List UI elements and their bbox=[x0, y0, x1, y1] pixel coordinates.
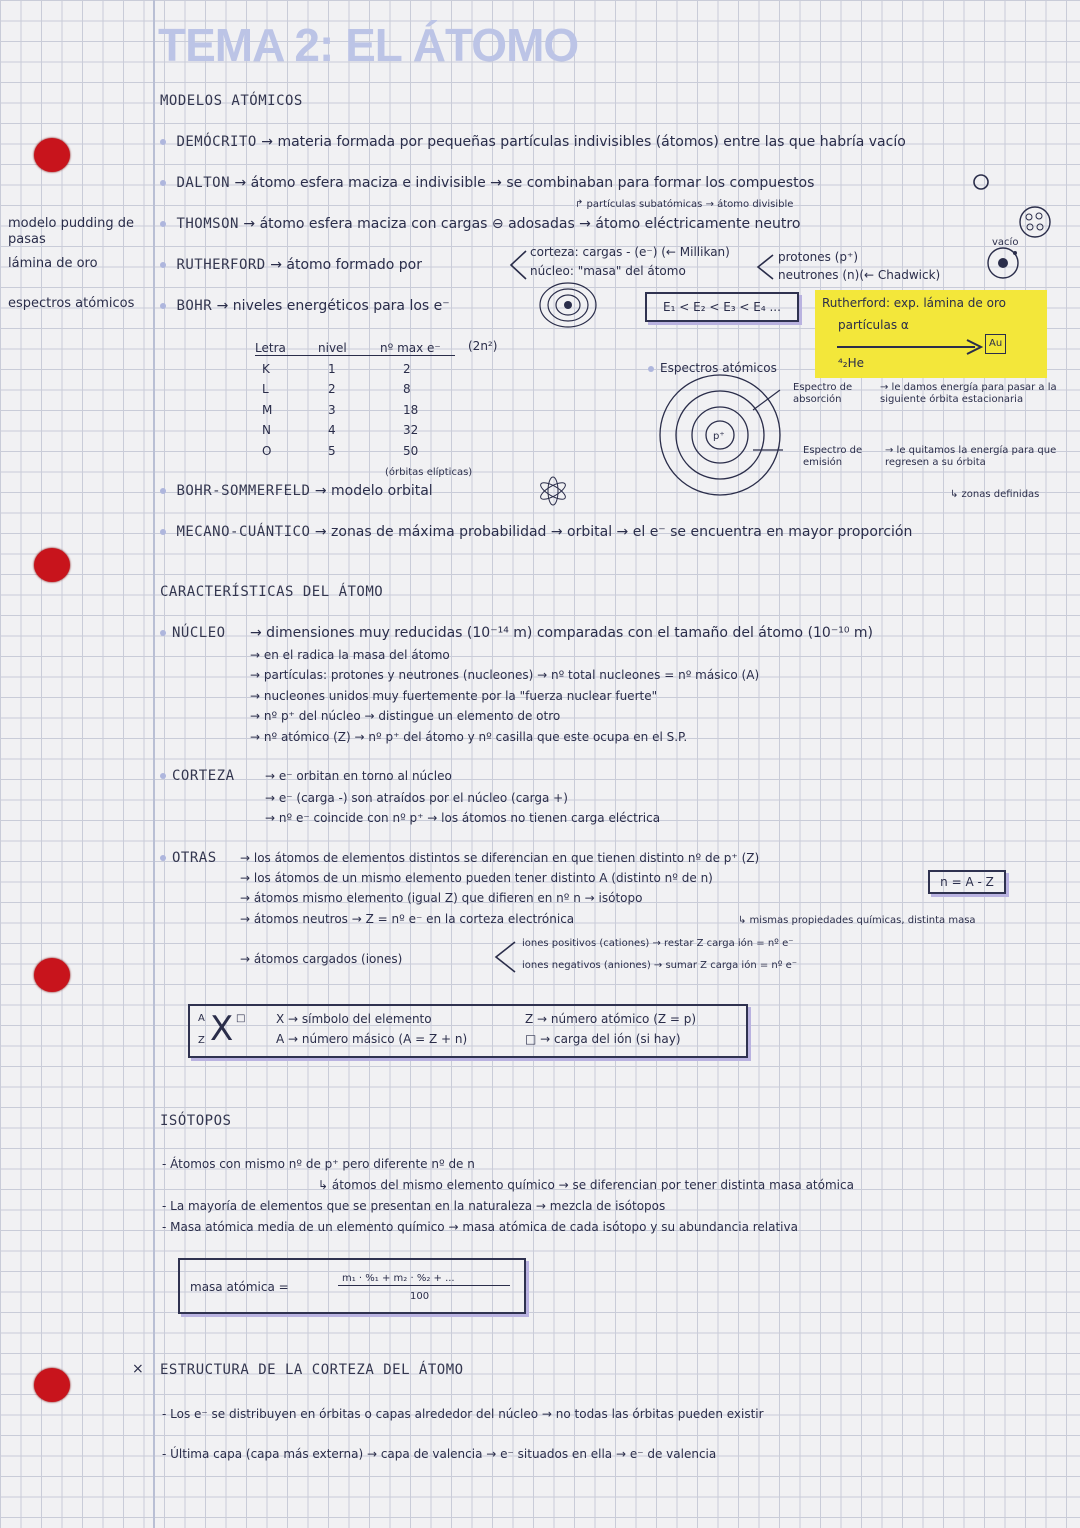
table-rule bbox=[255, 355, 455, 356]
corteza-line: → e⁻ orbitan en torno al núcleo bbox=[265, 769, 452, 783]
orbit-nucleus: p⁺ bbox=[713, 431, 725, 442]
bohr-row bbox=[160, 297, 450, 315]
isotopos-line: - La mayoría de elementos que se presentan en la naturaleza → mezcla de isótopos bbox=[162, 1199, 666, 1213]
brace-icon bbox=[755, 253, 775, 281]
rutherford-text: → átomo formado por bbox=[270, 257, 423, 273]
table-cell: L bbox=[262, 382, 269, 396]
rutherford-neutrones: neutrones (n)(← Chadwick) bbox=[778, 268, 941, 282]
mecano-name: MECANO-CUÁNTICO bbox=[176, 524, 311, 540]
rutherford-vacio: vacío bbox=[992, 237, 1019, 248]
cationes: iones positivos (cationes) → restar Z carga ión = nº e⁻ bbox=[522, 938, 794, 949]
table-cell: 50 bbox=[403, 444, 419, 458]
table-cell: 4 bbox=[328, 423, 336, 437]
notation-x-def: X → símbolo del elemento bbox=[276, 1012, 432, 1026]
democrito-row bbox=[160, 133, 906, 151]
binder-hole bbox=[34, 1368, 70, 1402]
table-cell: 2 bbox=[328, 382, 336, 396]
fraction-bar bbox=[338, 1285, 510, 1286]
thomson-text: → átomo esfera maciza con cargas ⊖ adosadas → átomo eléctricamente neutro bbox=[243, 216, 801, 232]
rutherford-protones: protones (p⁺) bbox=[778, 250, 859, 264]
isotopos-line: - Átomos con mismo nº de p⁺ pero diferente nº de n bbox=[162, 1157, 475, 1171]
rutherford-nucleo: núcleo: "masa" del átomo bbox=[530, 264, 686, 278]
table-note: (órbitas elípticas) bbox=[385, 467, 473, 478]
table-cell: 3 bbox=[328, 403, 336, 417]
table-cell: 18 bbox=[403, 403, 419, 417]
nucleo-line: → nº atómico (Z) → nº p⁺ del átomo y nº casilla que este ocupa en el S.P. bbox=[250, 730, 688, 744]
nucleo-line: → en el radica la masa del átomo bbox=[250, 648, 450, 662]
table-cell: 1 bbox=[328, 362, 336, 376]
notation-a: A bbox=[198, 1013, 205, 1024]
democrito-name: DEMÓCRITO bbox=[176, 134, 257, 150]
rutherford-row bbox=[160, 256, 422, 274]
notation-symbol: X bbox=[210, 1009, 234, 1049]
bohr-atom-icon bbox=[538, 280, 602, 330]
notation-c-def: □ → carga del ión (si hay) bbox=[525, 1032, 681, 1046]
table-cell: 5 bbox=[328, 444, 336, 458]
mecano-row bbox=[160, 523, 912, 541]
brace-icon bbox=[493, 940, 517, 974]
table-cell: 8 bbox=[403, 382, 411, 396]
dalton-text: → átomo esfera maciza e indivisible → se combinaban para formar los compuestos bbox=[234, 175, 815, 191]
pudding-atom-icon bbox=[1018, 205, 1052, 239]
zonas-text: ↳ zonas definidas bbox=[950, 489, 1040, 500]
margin-line bbox=[153, 0, 155, 1528]
binder-hole bbox=[34, 138, 70, 172]
neutron-formula-box bbox=[928, 870, 1006, 894]
table-formula: (2n²) bbox=[468, 339, 498, 353]
em-label: Espectro de emisión bbox=[803, 445, 863, 468]
margin-note-pudding: modelo pudding de pasas bbox=[8, 216, 135, 247]
table-header-letra: Letra bbox=[255, 341, 286, 355]
energy-levels-box bbox=[645, 292, 799, 322]
em-text: → le quitamos la energía para que regresen a su órbita bbox=[885, 445, 1057, 468]
dalton-sphere-icon bbox=[972, 173, 990, 191]
nucleo-name: NÚCLEO bbox=[160, 624, 226, 642]
notation-z-def: Z → número atómico (Z = p) bbox=[525, 1012, 697, 1026]
otras-mismas: ↳ mismas propiedades químicas, distinta masa bbox=[738, 915, 976, 926]
bohr-name: BOHR bbox=[176, 298, 213, 314]
estructura-line: - Los e⁻ se distribuyen en órbitas o capas alrededor del núcleo → no todas las órbitas pueden existir bbox=[162, 1407, 764, 1421]
section-heading-estructura: ESTRUCTURA DE LA CORTEZA DEL ÁTOMO bbox=[160, 1362, 464, 1378]
binder-hole bbox=[34, 548, 70, 582]
experiment-title: Rutherford: exp. lámina de oro bbox=[822, 296, 1006, 310]
table-cell: 2 bbox=[403, 362, 411, 376]
binder-hole bbox=[34, 958, 70, 992]
democrito-text: → materia formada por pequeñas partículas indivisibles (átomos) entre las que habría vacío bbox=[261, 134, 906, 150]
notation-z: Z bbox=[198, 1035, 205, 1046]
isotopos-line: ↳ átomos del mismo elemento químico → se diferencian por tener distinta masa atómica bbox=[318, 1178, 854, 1192]
experiment-particles: partículas α bbox=[838, 318, 909, 332]
corteza-line: → nº e⁻ coincide con nº p⁺ → los átomos no tienen carga eléctrica bbox=[265, 811, 661, 825]
dalton-name: DALTON bbox=[176, 175, 231, 191]
table-header-max: nº max e⁻ bbox=[380, 341, 441, 355]
bohr-sommerfeld-text: → modelo orbital bbox=[314, 483, 433, 499]
bohr-text: → niveles energéticos para los e⁻ bbox=[216, 298, 450, 314]
orbital-atom-icon bbox=[537, 475, 569, 507]
bohr-sommerfeld-row bbox=[160, 482, 433, 500]
otras-line: → los átomos de un mismo elemento pueden tener distinto A (distinto nº de n) bbox=[240, 871, 713, 885]
bohr-sommerfeld-name: BOHR-SOMMERFELD bbox=[176, 483, 311, 499]
section-heading-caracteristicas: CARACTERÍSTICAS DEL ÁTOMO bbox=[160, 584, 384, 600]
estructura-mark: × bbox=[132, 1361, 144, 1377]
section-heading-modelos: MODELOS ATÓMICOS bbox=[160, 93, 303, 109]
abs-label: Espectro de absorción bbox=[793, 382, 853, 405]
nucleo-line: → nº p⁺ del núcleo → distingue un elemento de otro bbox=[250, 709, 561, 723]
otras-line: → átomos neutros → Z = nº e⁻ en la corteza electrónica bbox=[240, 912, 575, 926]
mass-formula-den: 100 bbox=[410, 1291, 430, 1302]
otras-line: → átomos mismo elemento (igual Z) que difieren en nº n → isótopo bbox=[240, 891, 643, 905]
rutherford-name: RUTHERFORD bbox=[176, 257, 266, 273]
table-cell: O bbox=[262, 444, 272, 458]
espectros-label: Espectros atómicos bbox=[648, 359, 777, 377]
mass-formula-num: m₁ · %₁ + m₂ · %₂ + ... bbox=[342, 1273, 455, 1284]
mass-formula-left: masa atómica = bbox=[190, 1280, 289, 1294]
rutherford-corteza: corteza: cargas - (e⁻) (← Millikan) bbox=[530, 245, 730, 259]
abs-text: → le damos energía para pasar a la siguiente órbita estacionaria bbox=[880, 382, 1057, 405]
isotopos-line: - Masa atómica media de un elemento químico → masa atómica de cada isótopo y su abundancia relativa bbox=[162, 1220, 798, 1234]
table-cell: N bbox=[262, 423, 271, 437]
gold-foil-icon: Au bbox=[985, 334, 1006, 354]
page-title: TEMA 2: EL ÁTOMO bbox=[158, 19, 579, 71]
energy-levels: E₁ < E₂ < E₃ < E₄ ... bbox=[663, 300, 781, 314]
notation-a-def: A → número másico (A = Z + n) bbox=[276, 1032, 468, 1046]
table-cell: 32 bbox=[403, 423, 419, 437]
corteza-name: CORTEZA bbox=[160, 767, 235, 785]
aniones: iones negativos (aniones) → sumar Z carga ión = nº e⁻ bbox=[522, 960, 798, 971]
table-header-nivel: nivel bbox=[318, 341, 347, 355]
otras-line: → los átomos de elementos distintos se diferencian en que tienen distinto nº de p⁺ (Z) bbox=[240, 851, 760, 865]
estructura-line: - Última capa (capa más externa) → capa de valencia → e⁻ situados en ella → e⁻ de valencia bbox=[162, 1447, 717, 1461]
notation-charge: □ bbox=[236, 1013, 246, 1024]
brace-icon bbox=[508, 249, 528, 281]
table-cell: M bbox=[262, 403, 273, 417]
thomson-row bbox=[160, 215, 800, 233]
experiment-he: ⁴₂He bbox=[838, 356, 865, 370]
corteza-line: → e⁻ (carga -) son atraídos por el núcleo (carga +) bbox=[265, 791, 568, 805]
nucleo-line: → dimensiones muy reducidas (10⁻¹⁴ m) comparadas con el tamaño del átomo (10⁻¹⁰ m) bbox=[250, 625, 874, 641]
dalton-note: ↱ partículas subatómicas → átomo divisible bbox=[575, 199, 794, 210]
margin-note-gold: lámina de oro bbox=[8, 256, 98, 271]
nucleo-line: → partículas: protones y neutrones (nucleones) → nº total nucleones = nº másico (A) bbox=[250, 668, 760, 682]
neutron-formula: n = A - Z bbox=[940, 875, 994, 889]
dalton-row bbox=[160, 174, 814, 192]
section-heading-isotopos: ISÓTOPOS bbox=[160, 1113, 232, 1129]
margin-note-spectra: espectros atómicos bbox=[8, 296, 135, 311]
table-cell: K bbox=[262, 362, 270, 376]
nucleo-line: → nucleones unidos muy fuertemente por la "fuerza nuclear fuerte" bbox=[250, 689, 658, 703]
rutherford-atom-icon bbox=[985, 245, 1021, 281]
otras-iones: → átomos cargados (iones) bbox=[240, 952, 403, 966]
mecano-text: → zonas de máxima probabilidad → orbital → el e⁻ se encuentra en mayor proporción bbox=[314, 524, 913, 540]
thomson-name: THOMSON bbox=[176, 216, 239, 232]
otras-name: OTRAS bbox=[160, 849, 217, 867]
